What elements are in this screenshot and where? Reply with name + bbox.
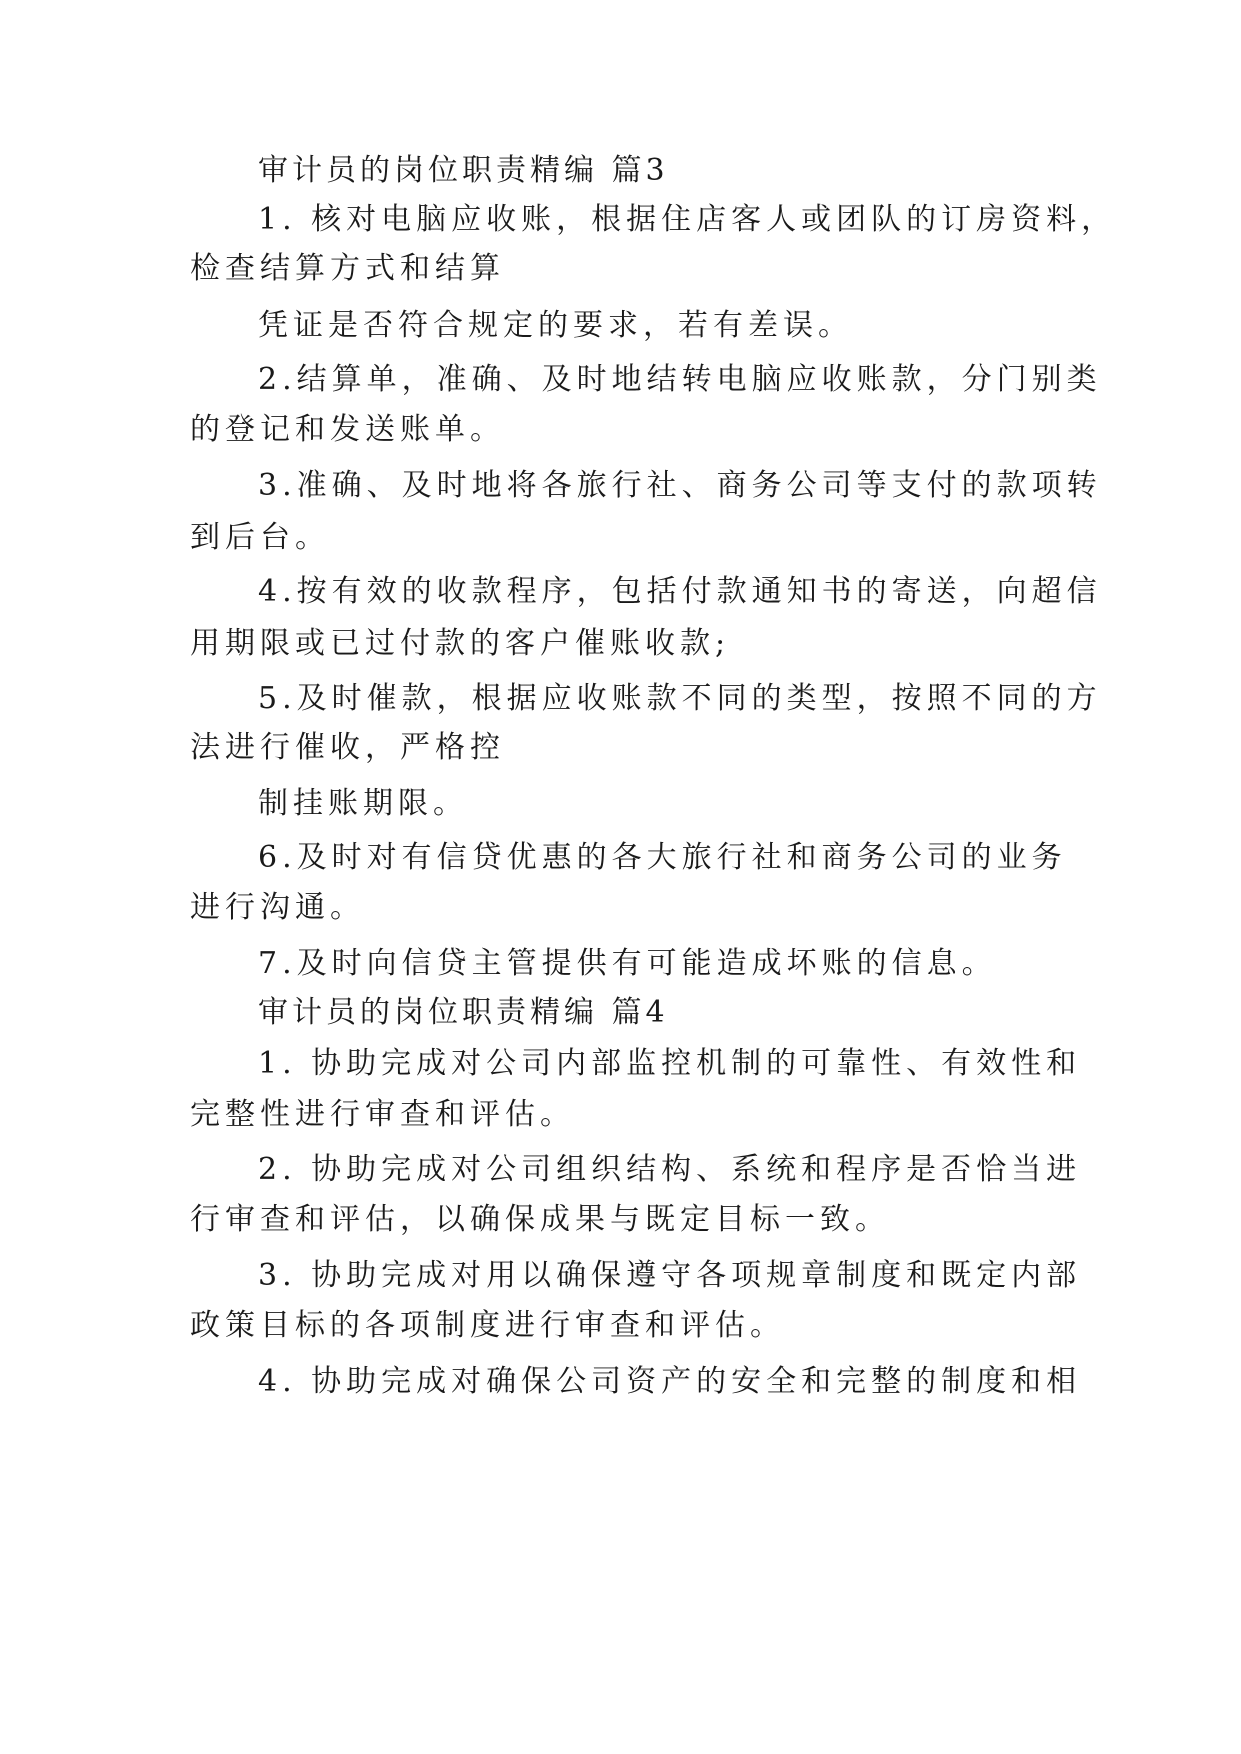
paragraph-line: 6.及时对有信贷优惠的各大旅行社和商务公司的业务 [258, 840, 1067, 875]
section-heading: 审计员的岗位职责精编 篇4 [258, 995, 669, 1030]
paragraph-line: 凭证是否符合规定的要求，若有差误。 [258, 308, 853, 343]
paragraph-line: 5.及时催款，根据应收账款不同的类型，按照不同的方 [258, 681, 1102, 716]
paragraph-line: 1. 核对电脑应收账，根据住店客人或团队的订房资料， [258, 202, 1117, 237]
paragraph-line: 法进行催收，严格控 [190, 730, 505, 765]
paragraph-line: 3. 协助完成对用以确保遵守各项规章制度和既定内部 [258, 1258, 1082, 1293]
paragraph-line: 7.及时向信贷主管提供有可能造成坏账的信息。 [258, 946, 997, 981]
paragraph-line: 行审查和评估，以确保成果与既定目标一致。 [190, 1202, 890, 1237]
paragraph-line: 制挂账期限。 [258, 786, 468, 821]
paragraph-line: 用期限或已过付款的客户催账收款; [190, 626, 731, 661]
paragraph-line: 2. 协助完成对公司组织结构、系统和程序是否恰当进 [258, 1152, 1082, 1187]
paragraph-line: 3.准确、及时地将各旅行社、商务公司等支付的款项转 [258, 468, 1102, 503]
paragraph-line: 完整性进行审查和评估。 [190, 1097, 575, 1132]
paragraph-line: 进行沟通。 [190, 890, 365, 925]
paragraph-line: 2.结算单，准确、及时地结转电脑应收账款，分门别类 [258, 362, 1102, 397]
paragraph-line: 政策目标的各项制度进行审查和评估。 [190, 1308, 785, 1343]
paragraph-line: 到后台。 [190, 520, 330, 555]
section-heading: 审计员的岗位职责精编 篇3 [258, 153, 669, 188]
paragraph-line: 1. 协助完成对公司内部监控机制的可靠性、有效性和 [258, 1046, 1082, 1081]
paragraph-line: 检查结算方式和结算 [190, 251, 505, 286]
paragraph-line: 4.按有效的收款程序，包括付款通知书的寄送，向超信 [258, 574, 1102, 609]
paragraph-line: 4. 协助完成对确保公司资产的安全和完整的制度和相 [258, 1364, 1082, 1399]
paragraph-line: 的登记和发送账单。 [190, 412, 505, 447]
